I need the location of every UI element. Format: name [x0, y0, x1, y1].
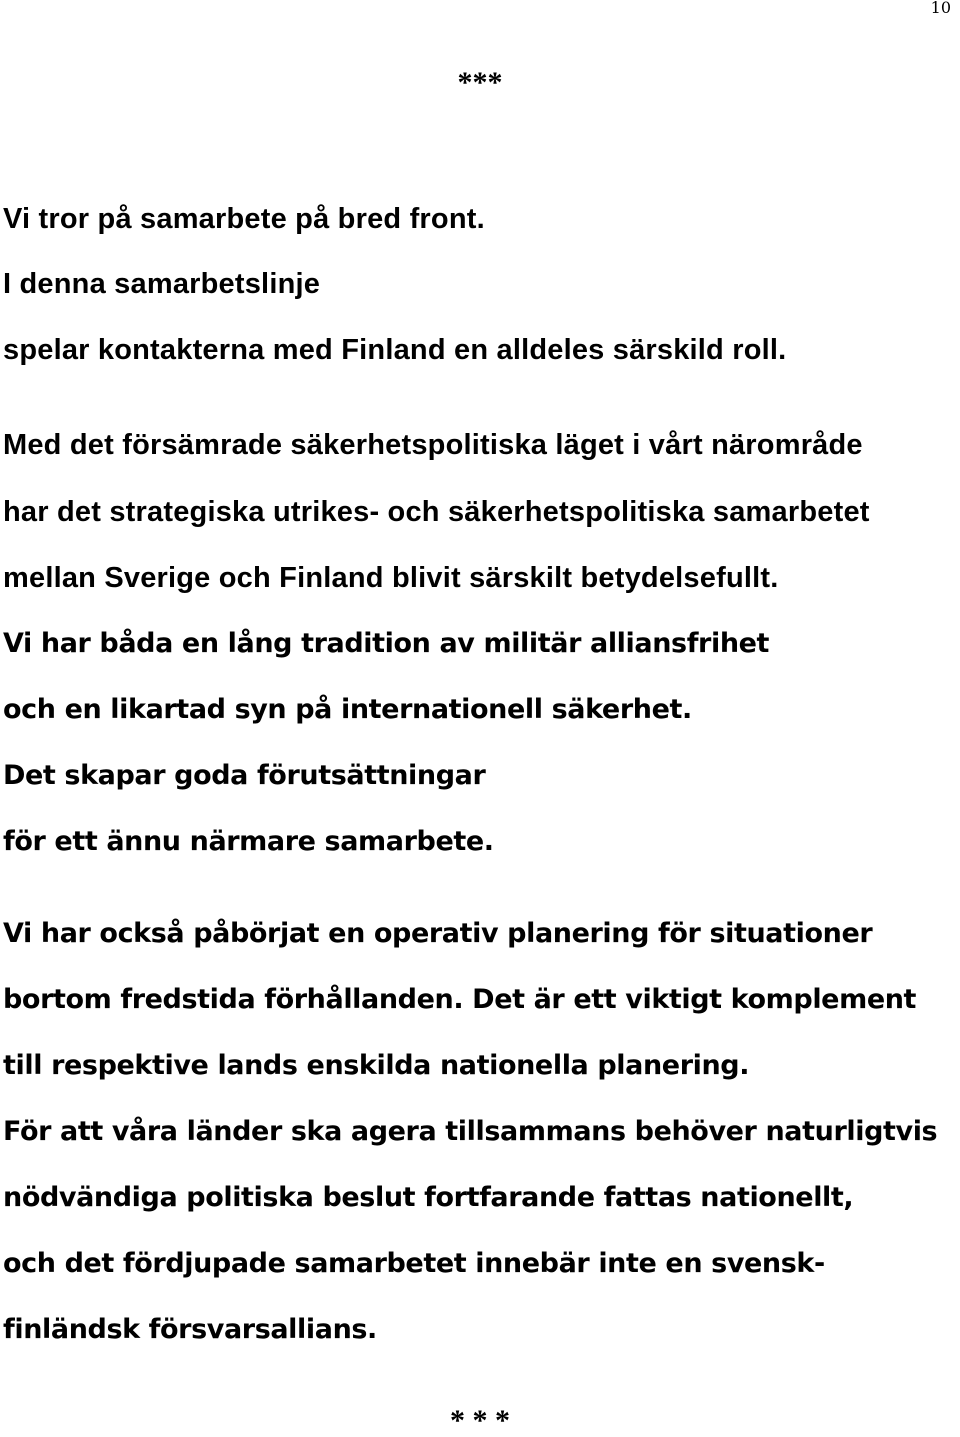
text-line: har det strategiska utrikes- och säkerhetspolitiska samarbetet [3, 496, 870, 528]
text-line: Med det försämrade säkerhetspolitiska läget i vårt närområde [3, 429, 863, 461]
separator-top: *** [457, 66, 503, 99]
text-line: och det fördjupade samarbetet innebär inte en svensk- [3, 1248, 825, 1279]
text-line: I denna samarbetslinje [3, 268, 321, 300]
text-line: För att våra länder ska agera tillsammans behöver naturligtvis [3, 1116, 938, 1147]
text-line: och en likartad syn på internationell säkerhet. [3, 694, 692, 725]
text-line: Vi tror på samarbete på bred front. [3, 203, 485, 235]
text-line: nödvändiga politiska beslut fortfarande fattas nationellt, [3, 1182, 854, 1213]
separator-bottom: * * * [450, 1404, 510, 1437]
text-line: bortom fredstida förhållanden. Det är ett viktigt komplement [3, 984, 917, 1015]
text-line: mellan Sverige och Finland blivit särskilt betydelsefullt. [3, 562, 779, 594]
text-line: Det skapar goda förutsättningar [3, 760, 486, 791]
page-number: 10 [930, 0, 951, 17]
text-line: för ett ännu närmare samarbete. [3, 826, 494, 857]
text-line: Vi har också påbörjat en operativ planering för situationer [3, 918, 873, 949]
text-line: spelar kontakterna med Finland en alldeles särskild roll. [3, 334, 787, 366]
text-line: finländsk försvarsallians. [3, 1314, 377, 1345]
text-line: till respektive lands enskilda nationella planering. [3, 1050, 750, 1081]
text-line: Vi har båda en lång tradition av militär alliansfrihet [3, 628, 770, 659]
